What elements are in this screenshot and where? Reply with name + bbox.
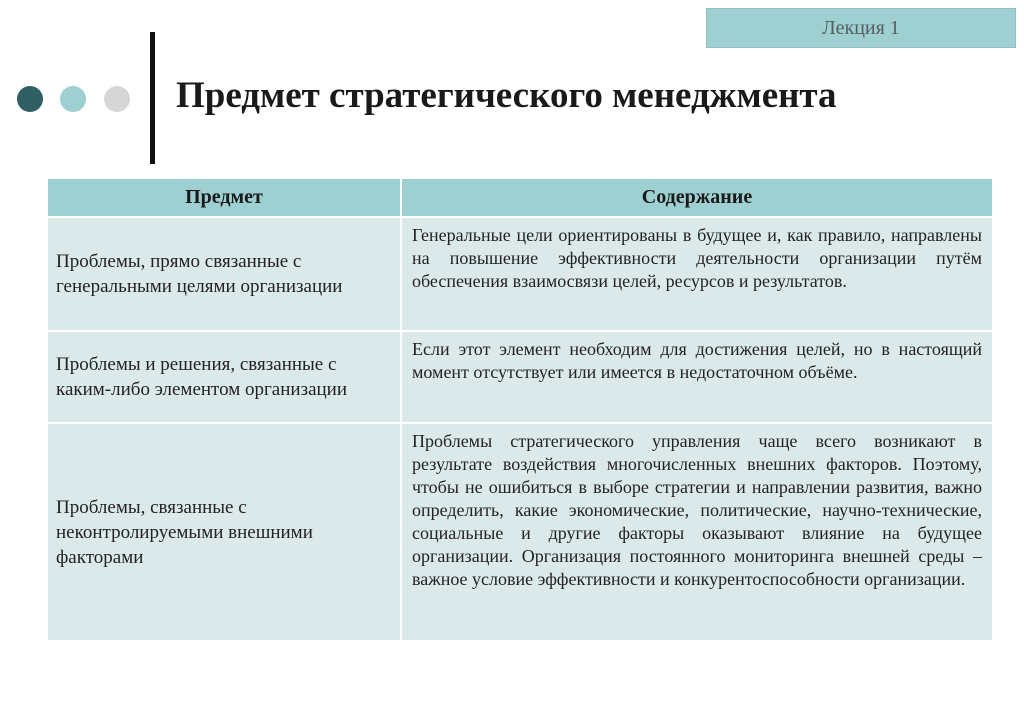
table-row <box>47 331 993 423</box>
decorative-dot-dark <box>17 86 43 112</box>
row-content: Проблемы стратегического управления чаще всего возникают в результате воздействия многочисленных внешних факторов. Поэтому, чтобы не ошибиться в выборе стратегии и направлении развития, важно определить, какие экономические, политические, научно-технические, социальные и другие факторы оказывают влияние на будущее организации. Организация постоянного мониторинга внешней среды – важное условие эффективности и конкурентоспособности организации. <box>401 423 993 641</box>
page-title: Предмет стратегического менеджмента <box>176 75 837 116</box>
decorative-dot-light <box>60 86 86 112</box>
subject-content-table <box>46 177 994 642</box>
table-header-row <box>47 178 993 217</box>
row-content: Генеральные цели ориентированы в будущее и, как правило, направлены на повышение эффективности деятельности организации путём обеспечения взаимосвязи целей, ресурсов и результатов. <box>401 217 993 331</box>
lecture-label: Лекция 1 <box>822 16 900 39</box>
decorative-dot-gray <box>104 86 130 112</box>
title-divider <box>150 32 155 164</box>
table-row <box>47 423 993 641</box>
header-content: Содержание <box>401 178 993 217</box>
row-subject: Проблемы и решения, связанные с каким-либо элементом организации <box>47 331 401 423</box>
row-subject: Проблемы, связанные с неконтролируемыми внешними факторами <box>47 423 401 641</box>
row-content: Если этот элемент необходим для достижения целей, но в настоящий момент отсутствует или имеется в недостаточном объёме. <box>401 331 993 423</box>
header-subject: Предмет <box>47 178 401 217</box>
row-subject: Проблемы, прямо связанные с генеральными целями организации <box>47 217 401 331</box>
content-table-wrapper <box>46 177 992 642</box>
table-row <box>47 217 993 331</box>
lecture-badge <box>706 8 1016 48</box>
